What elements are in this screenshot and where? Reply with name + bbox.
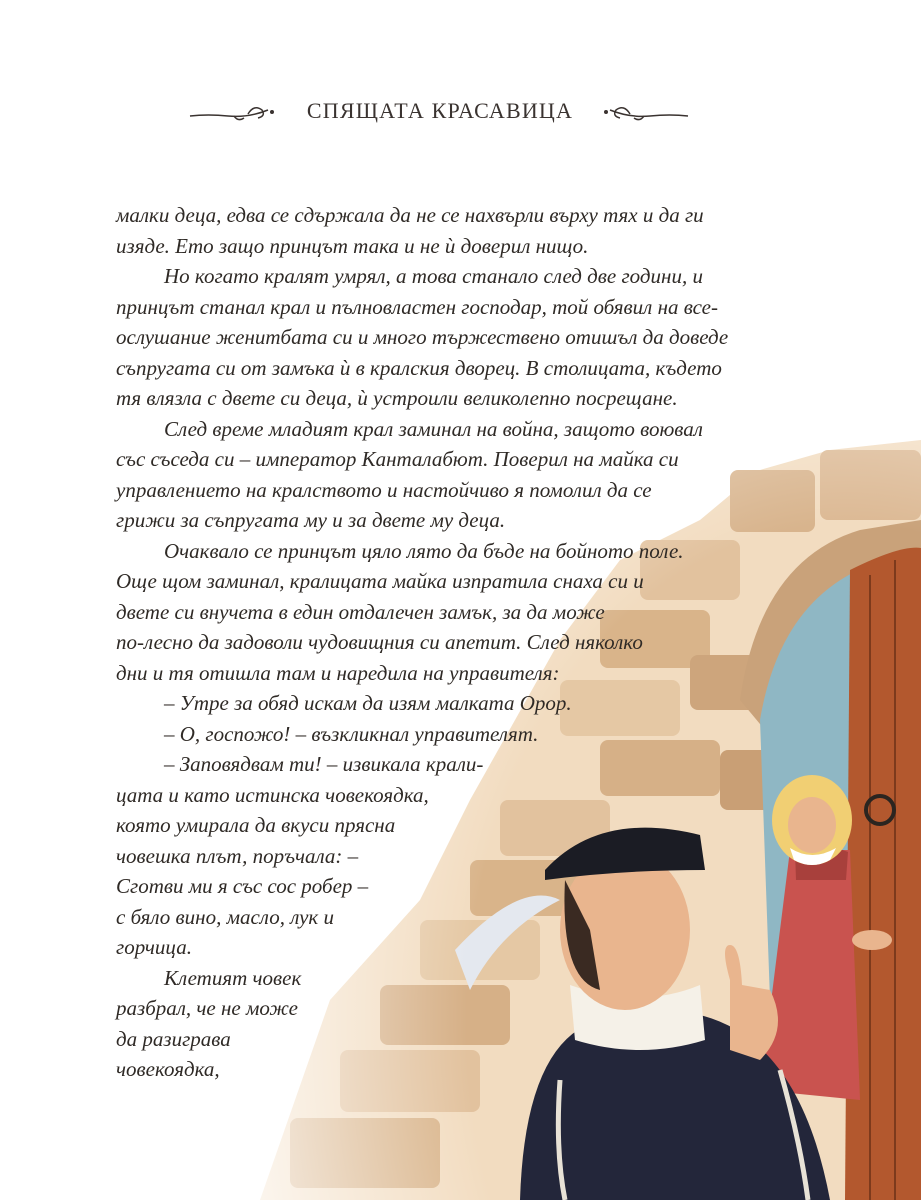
text-line: Но когато кралят умрял, а това станало след две години, и — [164, 264, 703, 288]
text-line: тя влязла с двете си деца, ѝ устроили великолепно посрещане. — [116, 386, 678, 410]
flourish-ornament-left — [188, 100, 276, 128]
page-title: СПЯЩАТА КРАСАВИЦА — [306, 98, 574, 123]
text-line: да разиграва — [116, 1026, 231, 1051]
text-line: малки деца, едва се сдържала да не се нахвърли върху тях и да ги — [116, 203, 704, 227]
text-line: разбрал, че не може — [116, 996, 298, 1020]
text-line: изяде. Ето защо принцът така и не ѝ доверил нищо. — [116, 233, 589, 258]
text-line: Сготви ми я със сос робер – — [116, 874, 369, 898]
text-line: Още щом заминал, кралицата майка изпратила снаха си и — [116, 569, 644, 593]
text-line: – О, госпожо! – възкликнал управителят. — [164, 721, 539, 746]
text-line: ослушание женитбата си и много тържествено отишъл да доведе — [116, 325, 729, 349]
text-line: Очаквало се принцът цяло лято да бъде на бойното поле. — [164, 538, 684, 563]
story-text — [116, 200, 776, 1085]
text-line: След време младият крал заминал на война, защото воювал — [164, 416, 703, 441]
text-line: грижи за съпругата му и за двете му деца. — [116, 508, 506, 532]
text-line: принцът станал крал и пълновластен господар, той обявил на все- — [116, 294, 718, 319]
text-line: която умирала да вкуси прясна — [116, 813, 396, 837]
text-line: горчица. — [116, 935, 192, 959]
running-header — [0, 94, 921, 134]
text-line: с бяло вино, масло, лук и — [116, 904, 334, 929]
text-line: управлението на кралството и настойчиво я помолил да се — [116, 477, 652, 502]
text-line: човекоядка, — [116, 1057, 220, 1081]
flourish-ornament-right — [602, 100, 690, 128]
text-line: – Заповядвам ти! – извикала крали- — [164, 752, 484, 776]
text-line: съпругата си от замъка ѝ в кралския дворец. В столицата, където — [116, 355, 722, 380]
text-line: човешка плът, поръчала: – — [116, 843, 359, 868]
text-line: Клетият човек — [164, 965, 302, 990]
text-line: по-лесно да задоволи чудовищния си апетит. След няколко — [116, 630, 643, 654]
text-line: със съседа си – император Канталабют. Поверил на майка си — [116, 447, 679, 471]
text-line: дни и тя отишла там и наредила на управителя: — [116, 660, 560, 685]
text-line: двете си внучета в един отдалечен замък, за да може — [116, 599, 605, 624]
text-line: – Утре за обяд искам да изям малката Орор. — [164, 691, 572, 715]
text-line: цата и като истинска човекоядка, — [116, 782, 429, 807]
